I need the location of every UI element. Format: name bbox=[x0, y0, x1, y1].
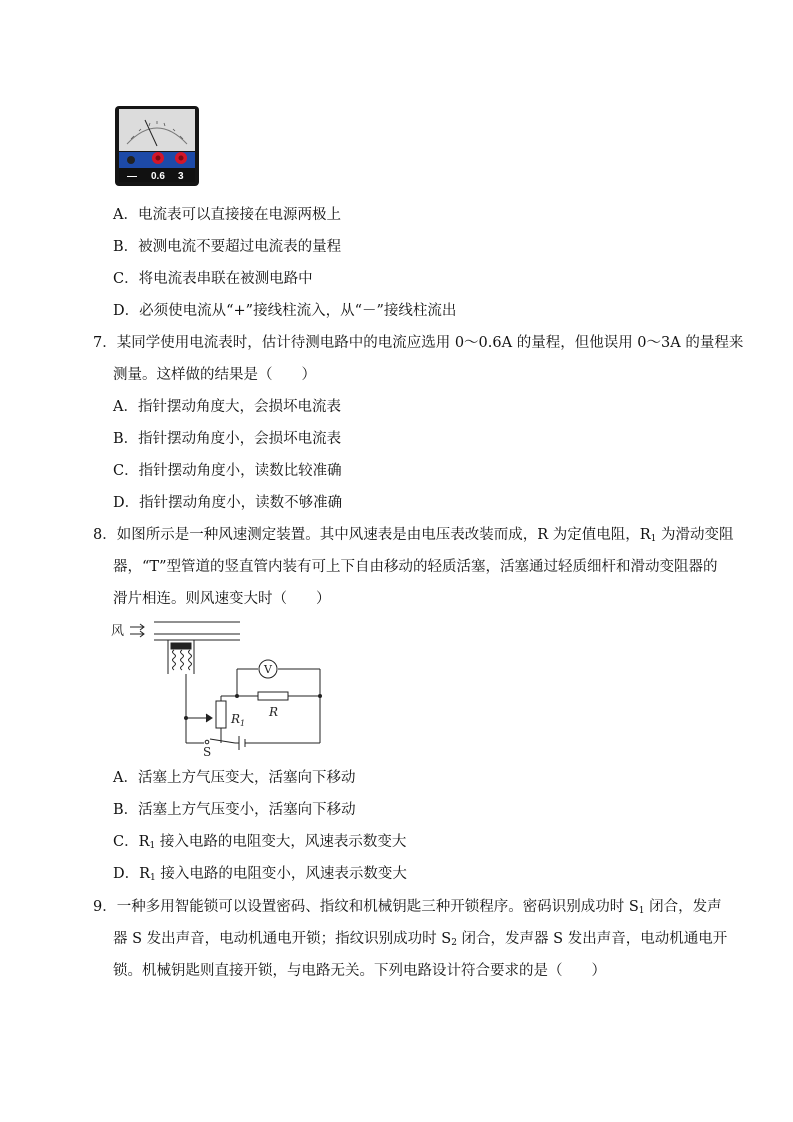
q8-option-a: A．活塞上方气压变大，活塞向下移动 bbox=[113, 770, 356, 786]
terminal-minus-label: — bbox=[127, 171, 137, 182]
q8-stem-line3: 滑片相连。则风速变大时（ ） bbox=[113, 591, 331, 607]
q6-option-b: B．被测电流不要超过电流表的量程 bbox=[113, 239, 342, 255]
q7-option-c: C．指针摆动角度小，读数比较准确 bbox=[113, 463, 342, 479]
q7-option-d: D．指针摆动角度小，读数不够准确 bbox=[113, 495, 343, 511]
switch-label: S bbox=[203, 745, 212, 759]
wind-speed-circuit-diagram bbox=[106, 617, 336, 759]
q7-option-b: B．指针摆动角度小，会损坏电流表 bbox=[113, 431, 342, 447]
q9-stem-line2: 器 S 发出声音，电动机通电开锁；指纹识别成功时 $S_2$ 闭合，发声器 S 发出声音，电动机通电开 bbox=[113, 931, 728, 948]
q7-stem-line1: 7．某同学使用电流表时，估计待测电路中的电流应选用 0～0.6A 的量程，但他误用 0～3A 的量程来 bbox=[93, 335, 744, 351]
r1-label: $R_1$ bbox=[231, 712, 246, 728]
q9-stem-line1: 9．一种多用智能锁可以设置密码、指纹和机械钥匙三种开锁程序。密码识别成功时 $S_1$ 闭合，发声 bbox=[93, 899, 722, 916]
wind-label: 风 bbox=[111, 624, 125, 639]
terminal-3-label: 3 bbox=[178, 171, 184, 182]
q7-option-a: A．指针摆动角度大，会损坏电流表 bbox=[113, 399, 341, 415]
terminal-06-label: 0.6 bbox=[151, 171, 165, 182]
q8-option-b: B．活塞上方气压变小，活塞向下移动 bbox=[113, 802, 356, 818]
q8-option-c: C．$R_1$ 接入电路的电阻变大，风速表示数变大 bbox=[113, 834, 407, 851]
q7-stem-line2: 测量。这样做的结果是（ ） bbox=[113, 367, 316, 383]
q6-option-a: A．电流表可以直接接在电源两极上 bbox=[113, 207, 341, 223]
voltmeter-label: V bbox=[264, 663, 272, 676]
q8-option-d: D．$R_1$ 接入电路的电阻变小，风速表示数变大 bbox=[113, 866, 407, 883]
q6-option-d: D．必须使电流从“+”接线柱流入，从“－”接线柱流出 bbox=[113, 303, 457, 319]
ammeter-photo bbox=[115, 106, 199, 186]
q6-option-c: C．将电流表串联在被测电路中 bbox=[113, 271, 313, 287]
q8-stem-line2: 器，“T”型管道的竖直管内装有可上下自由移动的轻质活塞，活塞通过轻质细杆和滑动变阻器的 bbox=[113, 559, 718, 575]
r-label: R bbox=[269, 705, 279, 719]
q8-stem-line1: 8．如图所示是一种风速测定装置。其中风速表是由电压表改装而成，R 为定值电阻，$R_1$ 为滑动变阻 bbox=[93, 527, 734, 544]
q9-stem-line3: 锁。机械钥匙则直接开锁，与电路无关。下列电路设计符合要求的是（ ） bbox=[113, 963, 606, 979]
